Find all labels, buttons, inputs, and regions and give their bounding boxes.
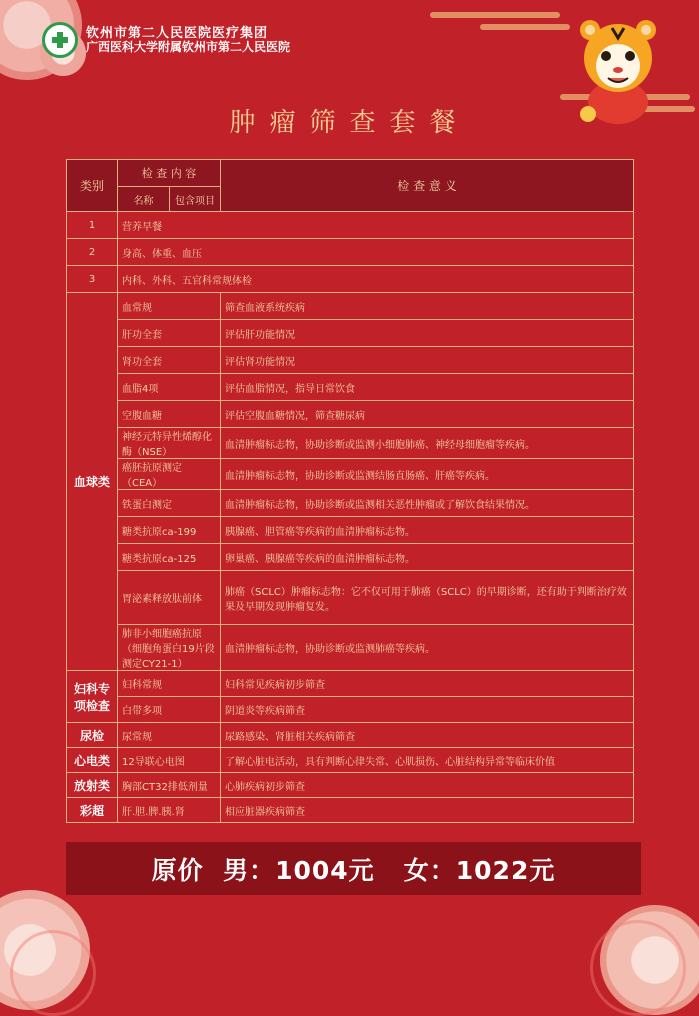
hospital-logo bbox=[42, 22, 78, 58]
table-row bbox=[67, 320, 634, 347]
price-bar bbox=[66, 842, 641, 895]
row-name: 空腹血糖 bbox=[118, 401, 221, 428]
price-text: 原价 男：1004元 女：1022元 bbox=[151, 855, 556, 885]
row-name: 肺非小细胞癌抗原（细胞角蛋白19片段测定CY21-1） bbox=[118, 625, 221, 671]
ring-decoration bbox=[590, 920, 686, 1016]
row-name: 血常规 bbox=[118, 293, 221, 320]
row-meaning: 相应脏器疾病筛查 bbox=[221, 798, 634, 823]
row-name: 糖类抗原ca-125 bbox=[118, 544, 221, 571]
row-meaning: 妇科常见疾病初步筛查 bbox=[221, 671, 634, 697]
row-meaning: 评估肾功能情况 bbox=[221, 347, 634, 374]
row-meaning: 评估血脂情况，指导日常饮食 bbox=[221, 374, 634, 401]
row-name: 身高、体重、血压 bbox=[118, 239, 634, 266]
table-row bbox=[67, 625, 634, 671]
table-row bbox=[67, 401, 634, 428]
row-name: 血脂4项 bbox=[118, 374, 221, 401]
row-name: 妇科常规 bbox=[118, 671, 221, 697]
table-row bbox=[67, 723, 634, 748]
row-name: 糖类抗原ca-199 bbox=[118, 517, 221, 544]
row-category: 1 bbox=[67, 212, 118, 239]
header-meaning: 检 查 意 义 bbox=[221, 160, 634, 212]
header-name: 名称 bbox=[118, 187, 170, 212]
page-title: 肿瘤筛查套餐 bbox=[229, 108, 470, 138]
row-category: 尿检 bbox=[67, 723, 118, 748]
table-row bbox=[67, 347, 634, 374]
hospital-name: 广西医科大学附属钦州市第二人民医院 bbox=[86, 40, 291, 54]
row-category: 血球类 bbox=[67, 293, 118, 671]
row-meaning: 评估肝功能情况 bbox=[221, 320, 634, 347]
table-row bbox=[67, 748, 634, 773]
row-meaning: 卵巢癌、胰腺癌等疾病的血清肿瘤标志物。 bbox=[221, 544, 634, 571]
row-name: 白带多项 bbox=[118, 697, 221, 723]
row-name: 肝.胆.脾.胰.肾 bbox=[118, 798, 221, 823]
table-row bbox=[67, 212, 634, 239]
row-meaning: 了解心脏电活动，具有判断心律失常、心肌损伤、心脏结构异常等临床价值 bbox=[221, 748, 634, 773]
table-row bbox=[67, 544, 634, 571]
row-meaning: 血清肿瘤标志物，协助诊断或监测相关恶性肿瘤或了解饮食结果情况。 bbox=[221, 490, 634, 517]
row-name: 癌胚抗原测定（CEA） bbox=[118, 459, 221, 490]
table-row bbox=[67, 459, 634, 490]
hospital-group-name: 钦州市第二人民医院医疗集团 bbox=[86, 26, 269, 41]
row-category: 心电类 bbox=[67, 748, 118, 773]
row-meaning: 尿路感染、肾脏相关疾病筛查 bbox=[221, 723, 634, 748]
row-meaning: 筛查血液系统疾病 bbox=[221, 293, 634, 320]
row-meaning: 血清肿瘤标志物，协助诊断或监测结肠直肠癌、肝癌等疾病。 bbox=[221, 459, 634, 490]
row-category: 彩超 bbox=[67, 798, 118, 823]
row-name: 内科、外科、五官科常规体检 bbox=[118, 266, 634, 293]
row-name: 肾功全套 bbox=[118, 347, 221, 374]
table-row bbox=[67, 374, 634, 401]
table-row bbox=[67, 517, 634, 544]
table-row bbox=[67, 266, 634, 293]
row-meaning: 血清肿瘤标志物，协助诊断或监测肺癌等疾病。 bbox=[221, 625, 634, 671]
table-row bbox=[67, 773, 634, 798]
row-category: 2 bbox=[67, 239, 118, 266]
cloud-decoration bbox=[430, 12, 560, 18]
table-row bbox=[67, 671, 634, 697]
row-name: 尿常规 bbox=[118, 723, 221, 748]
header-items: 包含项目 bbox=[170, 187, 221, 212]
table-row bbox=[67, 697, 634, 723]
ring-decoration bbox=[10, 930, 96, 1016]
row-meaning: 阴道炎等疾病筛查 bbox=[221, 697, 634, 723]
row-name: 神经元特异性烯醇化酶（NSE） bbox=[118, 428, 221, 459]
row-name: 胸部CT32排低剂量 bbox=[118, 773, 221, 798]
table-row bbox=[67, 239, 634, 266]
row-category: 放射类 bbox=[67, 773, 118, 798]
row-name: 铁蛋白测定 bbox=[118, 490, 221, 517]
row-meaning: 评估空腹血糖情况，筛查糖尿病 bbox=[221, 401, 634, 428]
row-meaning: 胰腺癌、胆管癌等疾病的血清肿瘤标志物。 bbox=[221, 517, 634, 544]
row-name: 胃泌素释放肽前体 bbox=[118, 571, 221, 625]
row-meaning: 肺癌（SCLC）肿瘤标志物：它不仅可用于肺癌（SCLC）的早期诊断，还有助于判断治疗效果及早期发现肿瘤复发。 bbox=[221, 571, 634, 625]
row-category: 3 bbox=[67, 266, 118, 293]
header-content: 检 查 内 容 bbox=[118, 160, 221, 187]
table-row bbox=[67, 293, 634, 320]
row-name: 营养早餐 bbox=[118, 212, 634, 239]
header-category: 类别 bbox=[67, 160, 118, 212]
row-name: 肝功全套 bbox=[118, 320, 221, 347]
table-row bbox=[67, 798, 634, 823]
package-table bbox=[66, 159, 634, 823]
table-row bbox=[67, 428, 634, 459]
table-row bbox=[67, 490, 634, 517]
row-meaning: 心肺疾病初步筛查 bbox=[221, 773, 634, 798]
cloud-decoration bbox=[480, 24, 570, 30]
row-category: 妇科专项检查 bbox=[67, 671, 118, 723]
table-row bbox=[67, 571, 634, 625]
row-name: 12导联心电图 bbox=[118, 748, 221, 773]
row-meaning: 血清肿瘤标志物，协助诊断或监测小细胞肺癌、神经母细胞瘤等疾病。 bbox=[221, 428, 634, 459]
